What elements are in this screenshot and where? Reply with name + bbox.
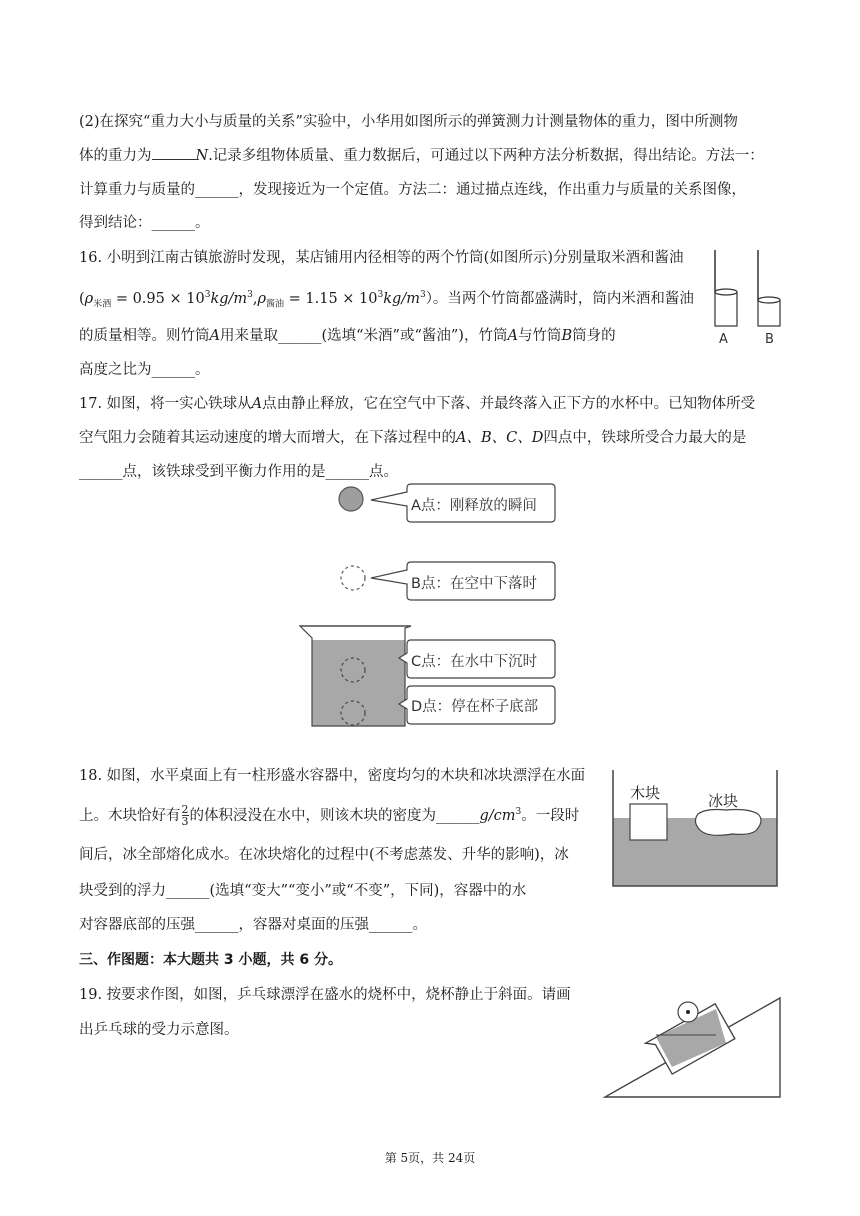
q18-line2 (79, 802, 579, 827)
unit-n: N (195, 148, 209, 164)
q16-line3-d: 筒身的 (572, 328, 616, 344)
q18-line2-a: 上。木块恰好有 (79, 807, 181, 824)
q15-line3: 计算重力与质量的______，发现接近为一个定值。方法二：通过描点连线，作出重力与质量的关系图像， (79, 182, 746, 198)
point-a: A (251, 396, 263, 412)
q17-line3: ______点，该铁球受到平衡力作用的是______点。 (79, 464, 398, 480)
q18-unit: g/cm (479, 807, 516, 824)
rho2-value: = 1.15 × 10 (288, 290, 378, 307)
q17-line2 (79, 428, 746, 448)
ice-label: 冰块 (708, 792, 739, 810)
q16-line2: $(\rho_{米酒} = 0.95 \times 10^3kg/m^3,\rho_{酱油} = 1.15 \times 10^3kg/m^3)$。当两个竹筒都盛满时，筒内米酒和酱油 (79, 290, 694, 310)
q15-line2-a: 体的重力为 (79, 148, 152, 164)
rho1-value: = 0.95 × 10 (115, 290, 205, 307)
frac-num: 2 (181, 803, 189, 817)
tube-label-a: A (719, 332, 728, 347)
q19-line1: 19. 按要求作图，如图，乒乓球漂浮在盛水的烧杯中，烧杯静止于斜面。请画 (79, 987, 571, 1003)
q15-line2 (79, 145, 764, 166)
q16-line3-c: 与竹筒 (517, 328, 562, 344)
rho1-unit-exp: 3 (247, 290, 253, 300)
q17-line1 (79, 394, 755, 414)
letter-a: A (209, 328, 220, 344)
page-footer: 第 5页，共 24页 (384, 1151, 476, 1165)
q16-line1: 16. 小明到江南古镇旅游时发现，某店铺用内径相等的两个竹筒(如图所示)分别量取米酒和酱油 (79, 250, 684, 266)
q19-line2: 出乒乓球的受力示意图。 (79, 1022, 239, 1038)
float-container-figure (608, 768, 784, 890)
callout-d: D点：停在杯子底部 (411, 699, 539, 715)
q16-line3-b: 用来量取______(选填“米酒”或“酱油”)，竹筒 (219, 328, 508, 344)
bamboo-tubes-figure (706, 245, 796, 350)
wood-block (630, 804, 667, 840)
fraction-two-thirds (182, 804, 189, 827)
q17-line2-a: 空气阻力会随着其运动速度的增大而增大，在下落过程中的 (79, 430, 456, 446)
q17-line1-b: 点由静止释放，它在空气中下落、并最终落入正下方的水杯中。已知物体所受 (262, 396, 756, 412)
wood-label: 木块 (630, 784, 661, 802)
q18-line3: 间后，冰全部熔化成水。在冰块熔化的过程中(不考虑蒸发、升华的影响)，冰 (79, 847, 569, 863)
q18-line2-b: 的体积浸没在水中，则该木块的密度为______ (189, 807, 480, 824)
rho1-unit: kg/m (210, 290, 248, 307)
q17-line2-b: 四点中，铁球所受合力最大的是 (543, 430, 747, 446)
q16-line3 (79, 326, 616, 346)
letter-b: B (561, 328, 573, 344)
answer-blank (152, 145, 196, 160)
section-3-title: 三、作图题：本大题共 3 小题，共 6 分。 (79, 952, 342, 968)
falling-ball-figure (295, 480, 565, 730)
q17-points: A、B、C、D (456, 430, 544, 446)
q18-line4: 块受到的浮力______(选填“变大”“变小”或“不变”，下同)，容器中的水 (79, 883, 527, 899)
q18-unit-exp: 3 (515, 807, 522, 817)
q18-line2-c: 。一段时 (521, 807, 580, 824)
q15-line4: 得到结论：______。 (79, 215, 210, 231)
tube-label-b: B (765, 332, 774, 347)
ball-b (341, 566, 365, 590)
q15-line2-b: .记录多组物体质量、重力数据后，可通过以下两种方法分析数据，得出结论。方法一： (208, 148, 764, 164)
callout-b: B点：在空中下落时 (411, 576, 537, 592)
rho1-exp: 3 (204, 290, 211, 300)
q18-line1: 18. 如图，水平桌面上有一柱形盛水容器中，密度均匀的木块和冰块漂浮在水面 (79, 768, 586, 784)
beaker-on-incline-figure (598, 995, 788, 1105)
callout-a: A点：刚释放的瞬间 (411, 498, 537, 514)
ball-a (339, 487, 363, 511)
frac-den: 3 (181, 815, 189, 829)
q16-line3-a: 的质量相等。则竹筒 (79, 328, 210, 344)
q16-line4: 高度之比为______。 (79, 362, 210, 378)
beaker-water (312, 640, 405, 726)
rho2-unit: kg/m (383, 290, 420, 307)
rho-sub-rice-wine: 米酒 (93, 299, 112, 310)
rho2-exp: 3 (377, 290, 384, 300)
q17-line1-a: 17. 如图，将一实心铁球从 (79, 396, 252, 412)
rho2-unit-exp: 3 (419, 290, 426, 300)
ice-block (695, 810, 761, 836)
q15-line1: (2)在探究“重力大小与质量的关系”实验中，小华用如图所示的弹簧测力计测量物体的重力，图中所测物 (79, 114, 738, 130)
q16-line2-tail: ）。当两个竹筒都盛满时，筒内米酒和酱油 (425, 290, 694, 307)
rho-sub-soy: 酱油 (266, 299, 285, 310)
q18-line5: 对容器底部的压强______，容器对桌面的压强______。 (79, 917, 427, 933)
letter-a2: A (507, 328, 518, 344)
callout-c: C点：在水中下沉时 (411, 654, 538, 670)
